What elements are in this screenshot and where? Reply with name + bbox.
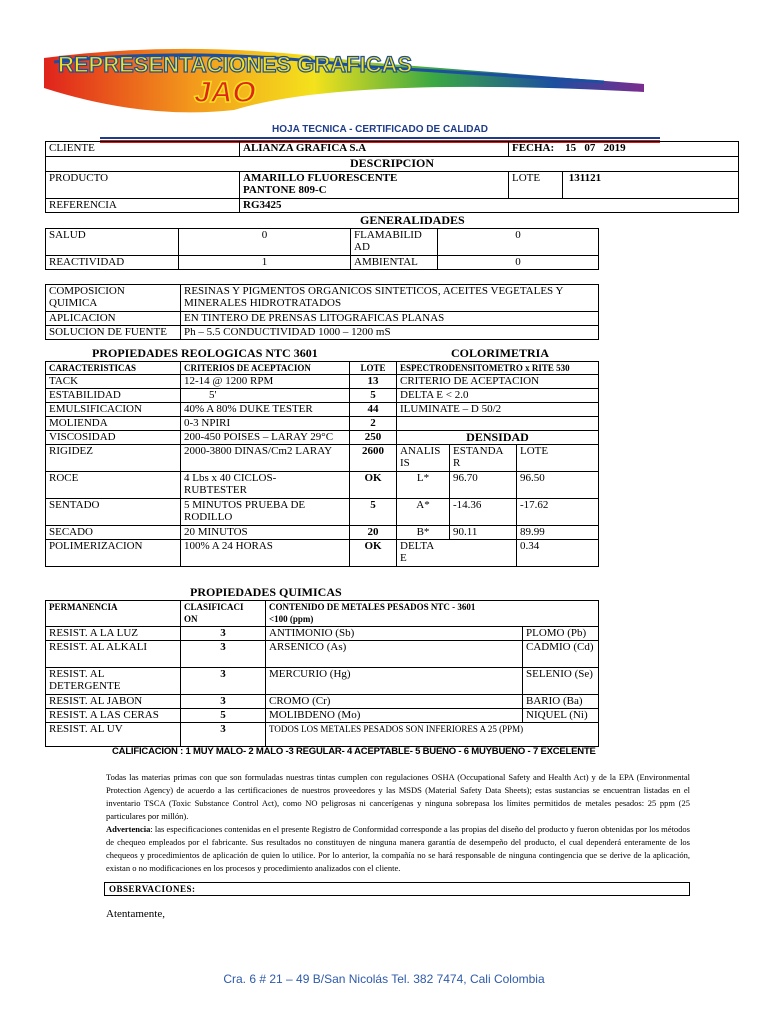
sentado-criterio	[181, 499, 350, 526]
legal-paragraph-1: Todas las materias primas con que son formuladas nuestras tintas cumplen con regulaciones OSHA (Occupational Safety and Health Act) y de la EPA (Environmental Protection Agency) de acuerdo a las certificaciones de nuestros proveedores y las MSDS (Material Safety Data Sheets); estas sustancias se encuentran listadas en el inventario TSCA (Toxic Substance Control Act), como NO peligrosas ni cancerígenas y ninguna sobrepasa los límites permitidos de metales pesados: 25 ppm (25 particulares por millón).	[106, 772, 690, 821]
densidad-col-estandar	[450, 445, 517, 472]
lote-cell	[509, 172, 739, 199]
b-star-lote: 89.99	[517, 526, 599, 540]
metal-cromo: CROMO (Cr)	[266, 695, 523, 709]
logo-text-line2: JAO	[194, 76, 256, 109]
tack-lote: 13	[350, 375, 397, 389]
molienda-criterio: 0-3 NPIRI	[181, 417, 350, 431]
cliente-value: ALIANZA GRAFICA S.A	[240, 142, 509, 157]
reactividad-value: 1	[179, 256, 351, 270]
rigidez-criterio: 2000-3800 DINAS/Cm2 LARAY	[181, 445, 350, 472]
lote-label: LOTE	[509, 172, 563, 198]
metal-molibdeno: MOLIBDENO (Mo)	[266, 709, 523, 723]
tack-label: TACK	[46, 375, 181, 389]
perm-uv: RESIST. AL UV	[46, 723, 181, 747]
delta-e-cell	[397, 540, 517, 567]
clasif-alkali: 3	[181, 641, 266, 668]
polimerizacion-criterio: 100% A 24 HORAS	[181, 540, 350, 567]
analisis-2: IS	[400, 457, 410, 469]
composicion-label	[46, 285, 181, 312]
salud-label: SALUD	[46, 229, 179, 256]
solucion-value: Ph – 5.5 CONDUCTIVIDAD 1000 – 1200 mS	[181, 326, 599, 340]
delta-e-label-1: DELTA	[400, 540, 435, 552]
fecha-day: 15	[565, 142, 577, 154]
referencia-label: REFERENCIA	[46, 199, 240, 213]
viscosidad-label: VISCOSIDAD	[46, 431, 181, 445]
col-criterios: CRITERIOS DE ACEPTACION	[181, 362, 350, 375]
col-metales-1: CONTENIDO DE METALES PESADOS NTC - 3601	[269, 602, 476, 612]
molienda-label: MOLIENDA	[46, 417, 181, 431]
clasif-luz: 3	[181, 627, 266, 641]
estandar-2: R	[453, 457, 461, 469]
emulsificacion-criterio: 40% A 80% DUKE TESTER	[181, 403, 350, 417]
composicion-value	[181, 285, 599, 312]
empty-cell	[397, 417, 599, 431]
advertencia-label: Advertencia	[106, 824, 151, 834]
logo-text-line1: REPRESENTACIONES GRAFICAS	[58, 52, 413, 77]
secado-label: SECADO	[46, 526, 181, 540]
l-star-lote: 96.50	[517, 472, 599, 499]
sentado-criterio-2: RODILLO	[184, 511, 233, 523]
metal-mercurio: MERCURIO (Hg)	[266, 668, 523, 695]
sentado-criterio-1: 5 MINUTOS PRUEBA DE	[184, 499, 306, 511]
b-star-label: B*	[397, 526, 450, 540]
fecha-month: 07	[584, 142, 596, 154]
col-clasificacion-2: ON	[184, 614, 198, 624]
generalidades-table	[45, 228, 599, 270]
metal-antimonio: ANTIMONIO (Sb)	[266, 627, 523, 641]
colorimetria-title: COLORIMETRIA	[451, 346, 550, 360]
cliente-label: CLIENTE	[46, 142, 240, 157]
sentado-lote: 5	[350, 499, 397, 526]
rigidez-lote: 2600	[350, 445, 397, 472]
polimerizacion-label: POLIMERIZACION	[46, 540, 181, 567]
producto-label: PRODUCTO	[46, 172, 240, 199]
tack-criterio: 12-14 @ 1200 RPM	[181, 375, 350, 389]
composicion-table	[45, 284, 599, 340]
estabilidad-label: ESTABILIDAD	[46, 389, 181, 403]
metal-cadmio: CADMIO (Cd)	[523, 641, 599, 668]
roce-lote: OK	[350, 472, 397, 499]
col-clasificacion-1: CLASIFICACI	[184, 602, 244, 612]
polimerizacion-lote: OK	[350, 540, 397, 567]
document-title: HOJA TECNICA - CERTIFICADO DE CALIDAD	[272, 124, 488, 135]
metal-bario: BARIO (Ba)	[523, 695, 599, 709]
a-star-estandar: -14.36	[450, 499, 517, 526]
col-lote: LOTE	[350, 362, 397, 375]
legal-text	[106, 771, 690, 875]
observaciones-label: OBSERVACIONES:	[109, 884, 196, 894]
emulsificacion-label: EMULSIFICACION	[46, 403, 181, 417]
composicion-value-2: MINERALES HIDROTRATADOS	[184, 297, 342, 309]
col-caracteristicas: CARACTERISTICAS	[46, 362, 181, 375]
col-permanencia: PERMANENCIA	[46, 601, 181, 627]
col-metales	[266, 601, 599, 627]
roce-label: ROCE	[46, 472, 181, 499]
estabilidad-criterio: 5'	[181, 389, 350, 403]
roce-criterio-1: 4 Lbs x 40 CICLOS-	[184, 472, 277, 484]
col-clasificacion	[181, 601, 266, 627]
a-star-lote: -17.62	[517, 499, 599, 526]
generalidades-title: GENERALIDADES	[360, 213, 465, 227]
reologicas-title: PROPIEDADES REOLOGICAS NTC 3601	[92, 346, 318, 360]
densidad-col-lote: LOTE	[517, 445, 599, 472]
metal-plomo: PLOMO (Pb)	[523, 627, 599, 641]
delta-e-criterio: DELTA E < 2.0	[397, 389, 599, 403]
estandar-1: ESTANDA	[453, 445, 504, 457]
atentamente: Atentamente,	[106, 908, 165, 920]
densidad-heading: DENSIDAD	[397, 431, 599, 445]
col-metales-2: <100 (ppm)	[269, 614, 314, 624]
perm-luz: RESIST. A LA LUZ	[46, 627, 181, 641]
metales-nota: TODOS LOS METALES PESADOS SON INFERIORES A 25 (PPM)	[266, 723, 599, 747]
quimicas-table	[45, 600, 599, 747]
footer-address: Cra. 6 # 21 – 49 B/San Nicolás Tel. 382 7474, Cali Colombia	[223, 972, 545, 986]
col-espectro: ESPECTRODENSITOMETRO x RITE 530	[397, 362, 599, 375]
producto-value	[240, 172, 509, 199]
ambiental-label: AMBIENTAL	[351, 256, 438, 270]
flamabilidad-label-2: AD	[354, 241, 370, 253]
referencia-value: RG3425	[240, 199, 739, 213]
clasif-jabon: 3	[181, 695, 266, 709]
fecha-year: 2019	[603, 142, 626, 154]
l-star-estandar: 96.70	[450, 472, 517, 499]
emulsificacion-lote: 44	[350, 403, 397, 417]
fecha-label: FECHA:	[512, 142, 555, 154]
estabilidad-lote: 5	[350, 389, 397, 403]
metal-arsenico: ARSENICO (As)	[266, 641, 523, 668]
roce-criterio	[181, 472, 350, 499]
viscosidad-lote: 250	[350, 431, 397, 445]
lote-value: 131121	[568, 172, 602, 184]
reologicas-table	[45, 361, 599, 567]
salud-value: 0	[179, 229, 351, 256]
perm-alkali: RESIST. AL ALKALI	[46, 641, 181, 668]
header-table	[45, 141, 739, 213]
roce-criterio-2: RUBTESTER	[184, 484, 247, 496]
title-rule-blue	[100, 137, 660, 139]
composicion-label-2: QUIMICA	[49, 297, 98, 309]
b-star-estandar: 90.11	[450, 526, 517, 540]
observaciones-box	[104, 882, 690, 896]
delta-e-value: 0.34	[517, 540, 599, 567]
composicion-value-1: RESINAS Y PIGMENTOS ORGANICOS SINTETICOS, ACEITES VEGETALES Y	[184, 285, 564, 297]
solucion-label: SOLUCION DE FUENTE	[46, 326, 181, 340]
densidad-col-analisis	[397, 445, 450, 472]
rigidez-label: RIGIDEZ	[46, 445, 181, 472]
sentado-label: SENTADO	[46, 499, 181, 526]
a-star-label: A*	[397, 499, 450, 526]
perm-ceras: RESIST. A LAS CERAS	[46, 709, 181, 723]
advertencia-text: : las especificaciones contenidas en el presente Registro de Conformidad corresponde a las propias del diseño del producto y fueron obtenidas por los métodos de chequeo empleados por el fabricante. Sus resultados no constituyen de ninguna manera garantía de desempeño del producto, el cual dependerá enteramente de los chequeos y procedimientos de aplicación de quien lo utilice. Por lo anterior, la compañía no se hará responsable de ninguna contingencia que se derive de la aplicación, existan o no modificaciones en los procesos y procedimiento analizados con el cliente.	[106, 824, 690, 873]
flamabilidad-label	[351, 229, 438, 256]
perm-jabon: RESIST. AL JABON	[46, 695, 181, 709]
ambiental-value: 0	[438, 256, 599, 270]
composicion-label-1: COMPOSICION	[49, 285, 125, 297]
company-logo	[44, 44, 644, 120]
fecha-cell	[509, 142, 739, 157]
metal-niquel: NIQUEL (Ni)	[523, 709, 599, 723]
calificacion-legend: CALIFICACION : 1 MUY MALO- 2 MALO -3 REGULAR- 4 ACEPTABLE- 5 BUENO - 6 MUYBUENO - 7 EXCELENTE	[112, 746, 596, 757]
analisis-1: ANALIS	[400, 445, 441, 457]
metal-selenio: SELENIO (Se)	[523, 668, 599, 695]
quimicas-title: PROPIEDADES QUIMICAS	[190, 585, 342, 599]
producto-name: AMARILLO FLUORESCENTE	[243, 172, 398, 184]
legal-paragraph-2	[106, 823, 690, 875]
molienda-lote: 2	[350, 417, 397, 431]
descripcion-heading: DESCRIPCION	[46, 157, 739, 172]
secado-lote: 20	[350, 526, 397, 540]
producto-pantone: PANTONE 809-C	[243, 184, 327, 196]
secado-criterio: 20 MINUTOS	[181, 526, 350, 540]
clasif-ceras: 5	[181, 709, 266, 723]
clasif-uv: 3	[181, 723, 266, 747]
aplicacion-value: EN TINTERO DE PRENSAS LITOGRAFICAS PLANAS	[181, 312, 599, 326]
delta-e-label-2: E	[400, 552, 407, 564]
viscosidad-criterio: 200-450 POISES – LARAY 29°C	[181, 431, 350, 445]
aplicacion-label: APLICACION	[46, 312, 181, 326]
criterio-aceptacion-heading: CRITERIO DE ACEPTACION	[397, 375, 599, 389]
perm-detergente: RESIST. AL DETERGENTE	[46, 668, 181, 695]
clasif-detergente: 3	[181, 668, 266, 695]
flamabilidad-value: 0	[438, 229, 599, 256]
reactividad-label: REACTIVIDAD	[46, 256, 179, 270]
flamabilidad-label-1: FLAMABILID	[354, 229, 422, 241]
l-star-label: L*	[397, 472, 450, 499]
iluminante: ILUMINATE – D 50/2	[397, 403, 599, 417]
